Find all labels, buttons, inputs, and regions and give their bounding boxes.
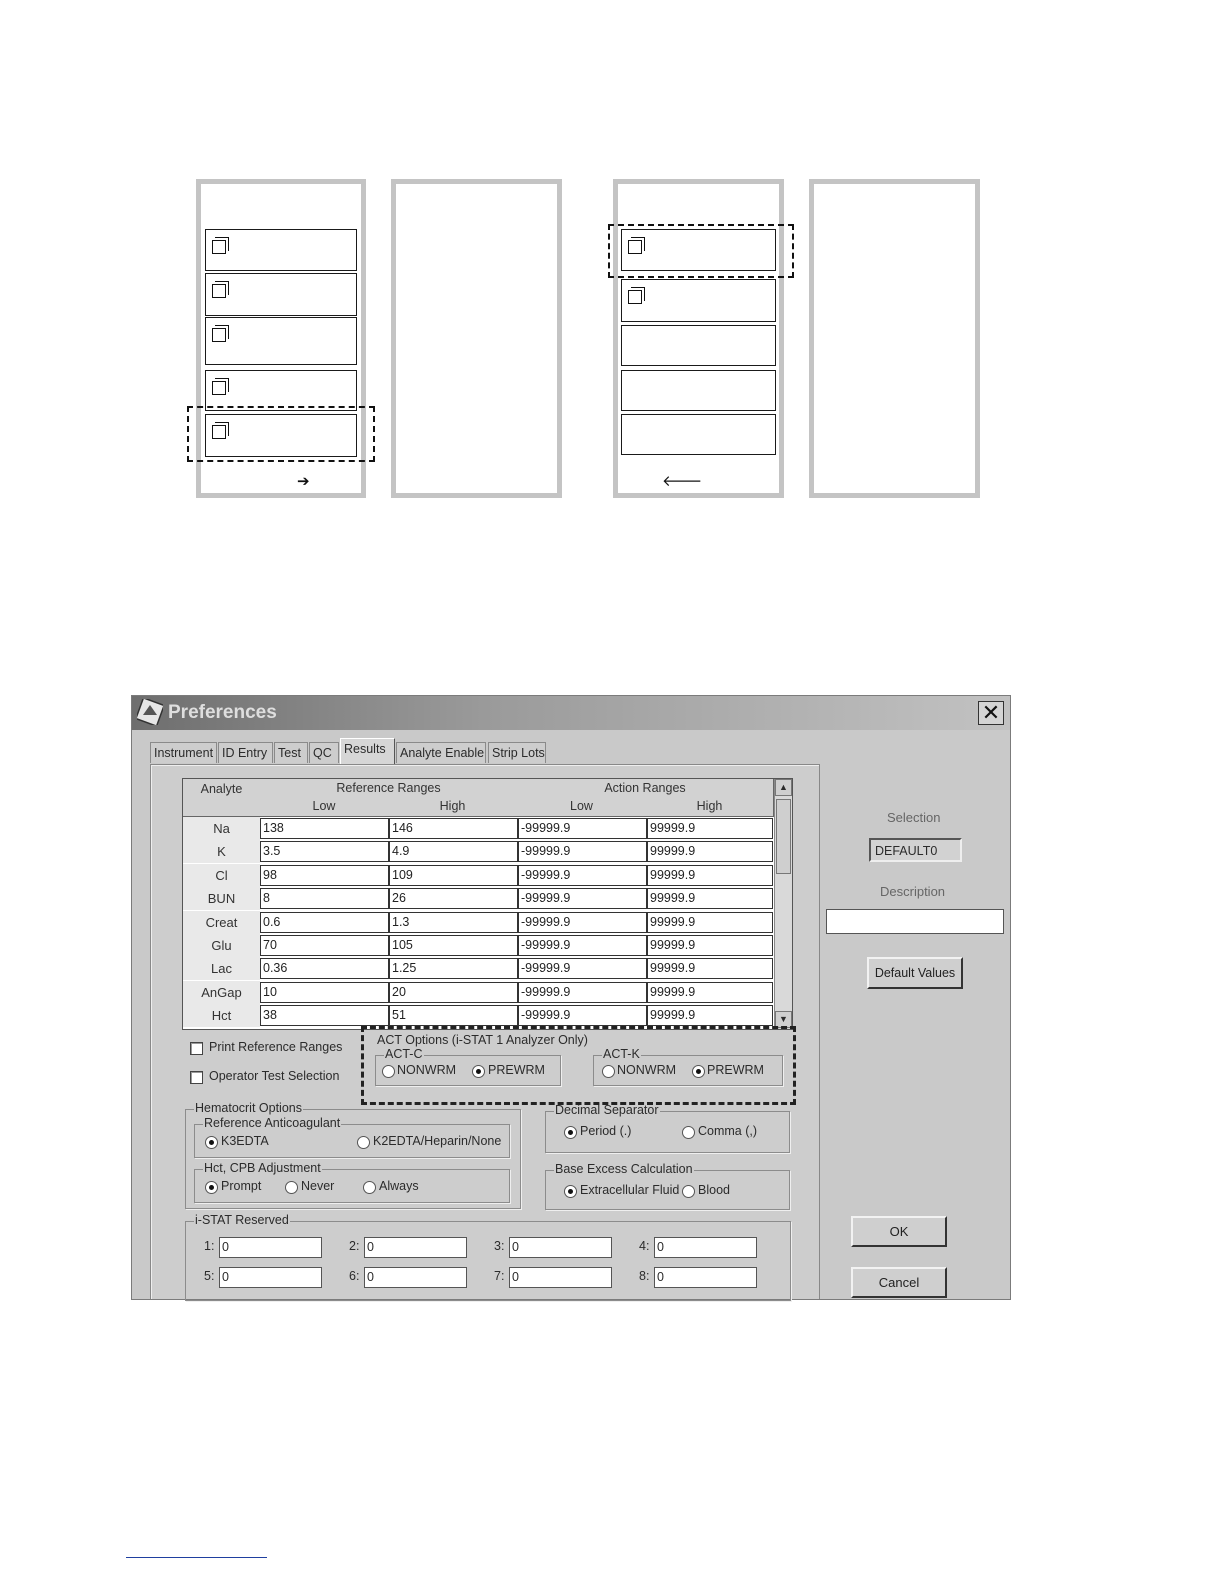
screen-panel-2 bbox=[391, 179, 562, 498]
analyte-column-header: Analyte bbox=[183, 779, 261, 817]
act-options-highlight bbox=[361, 1026, 796, 1105]
range-cell-ref-low[interactable]: 8 bbox=[260, 888, 389, 909]
hematocrit-options-label: Hematocrit Options bbox=[195, 1101, 302, 1115]
checkbox-icon bbox=[212, 284, 226, 298]
description-field[interactable] bbox=[826, 909, 1004, 934]
option-box-5 bbox=[621, 414, 776, 455]
reserved-label-1: 1: bbox=[204, 1239, 215, 1253]
range-cell-act-low[interactable]: -99999.9 bbox=[518, 818, 647, 839]
tab-instrument[interactable]: Instrument bbox=[150, 742, 217, 763]
screen-panel-4 bbox=[809, 179, 980, 498]
reserved-input-1[interactable]: 0 bbox=[219, 1237, 322, 1258]
range-cell-act-high[interactable]: 99999.9 bbox=[647, 865, 773, 886]
reserved-label-2: 2: bbox=[349, 1239, 360, 1253]
cpb-prompt-label: Prompt bbox=[221, 1179, 262, 1193]
option-box-3 bbox=[621, 325, 776, 366]
print-reference-ranges-label: Print Reference Ranges bbox=[209, 1040, 343, 1054]
tab-test[interactable]: Test bbox=[274, 742, 308, 763]
range-cell-ref-low[interactable]: 98 bbox=[260, 865, 389, 886]
reserved-input-6[interactable]: 0 bbox=[364, 1267, 467, 1288]
k3edta-radio[interactable] bbox=[205, 1136, 218, 1149]
cpb-never-radio[interactable] bbox=[285, 1181, 298, 1194]
reserved-label-3: 3: bbox=[494, 1239, 505, 1253]
cpb-prompt-radio[interactable] bbox=[205, 1181, 218, 1194]
range-cell-ref-low[interactable]: 0.36 bbox=[260, 958, 389, 979]
blood-label: Blood bbox=[698, 1183, 730, 1197]
print-reference-ranges-checkbox[interactable] bbox=[190, 1042, 203, 1055]
action-low-header: Low bbox=[517, 797, 647, 817]
action-ranges-header: Action Ranges bbox=[517, 779, 774, 798]
ranges-grid bbox=[182, 778, 793, 1030]
reference-ranges-header: Reference Ranges bbox=[260, 779, 518, 798]
tab-qc[interactable]: QC bbox=[309, 742, 339, 763]
range-cell-act-high[interactable]: 99999.9 bbox=[647, 935, 773, 956]
base-excess-group bbox=[545, 1162, 790, 1210]
option-box-4 bbox=[205, 370, 357, 411]
scroll-down-icon[interactable]: ▼ bbox=[775, 1011, 792, 1028]
analyte-name-cell: Lac bbox=[183, 957, 260, 980]
range-cell-act-low[interactable]: -99999.9 bbox=[518, 888, 647, 909]
act-k-label: ACT-K bbox=[603, 1047, 640, 1061]
analyte-name-cell: Glu bbox=[183, 934, 260, 957]
title-bar bbox=[132, 696, 1010, 730]
k2edta-heparin-none-radio[interactable] bbox=[357, 1136, 370, 1149]
analyte-name-cell: BUN bbox=[183, 887, 260, 910]
option-box-2 bbox=[205, 273, 357, 316]
range-cell-act-low[interactable]: -99999.9 bbox=[518, 958, 647, 979]
range-cell-act-high[interactable]: 99999.9 bbox=[647, 1005, 773, 1026]
act-c-label: ACT-C bbox=[385, 1047, 423, 1061]
reserved-label-6: 6: bbox=[349, 1269, 360, 1283]
hct-cpb-adjustment-label: Hct, CPB Adjustment bbox=[204, 1161, 321, 1175]
decimal-separator-label: Decimal Separator bbox=[555, 1103, 659, 1117]
range-cell-ref-high[interactable]: 1.25 bbox=[389, 958, 518, 979]
range-cell-act-high[interactable]: 99999.9 bbox=[647, 888, 773, 909]
reserved-input-8[interactable]: 0 bbox=[654, 1267, 757, 1288]
range-cell-act-high[interactable]: 99999.9 bbox=[647, 841, 773, 862]
checkbox-icon bbox=[212, 240, 226, 254]
blood-radio[interactable] bbox=[682, 1185, 695, 1198]
action-high-header: High bbox=[646, 797, 774, 817]
act-k-nonwrm-label: NONWRM bbox=[617, 1063, 677, 1077]
base-excess-label: Base Excess Calculation bbox=[555, 1162, 693, 1176]
option-box-3 bbox=[205, 317, 357, 365]
istat-reserved-label: i-STAT Reserved bbox=[195, 1213, 289, 1227]
k2edta-heparin-none-label: K2EDTA/Heparin/None bbox=[373, 1134, 502, 1148]
range-cell-ref-high[interactable]: 1.3 bbox=[389, 912, 518, 933]
reference-low-header: Low bbox=[260, 797, 389, 817]
checkbox-icon bbox=[212, 381, 226, 395]
reserved-input-2[interactable]: 0 bbox=[364, 1237, 467, 1258]
period-radio[interactable] bbox=[564, 1126, 577, 1139]
cancel-button[interactable]: Cancel bbox=[851, 1267, 947, 1298]
selection-field: DEFAULT0 bbox=[869, 838, 962, 862]
reserved-input-4[interactable]: 0 bbox=[654, 1237, 757, 1258]
tab-strip-lots[interactable]: Strip Lots bbox=[488, 742, 546, 763]
arrow-right-icon: ➔ bbox=[297, 473, 310, 490]
range-cell-act-high[interactable]: 99999.9 bbox=[647, 958, 773, 979]
footer-rule bbox=[126, 1557, 267, 1558]
highlight-dashed-box-2 bbox=[608, 224, 794, 278]
default-values-button[interactable]: Default Values bbox=[867, 957, 963, 989]
tab-id-entry[interactable]: ID Entry bbox=[218, 742, 273, 763]
cpb-always-radio[interactable] bbox=[363, 1181, 376, 1194]
tab-analyte-enable[interactable]: Analyte Enable bbox=[396, 742, 486, 763]
cpb-always-label: Always bbox=[379, 1179, 419, 1193]
preferences-dialog bbox=[131, 695, 1011, 1300]
analyte-name-cell: Creat bbox=[183, 911, 260, 934]
range-cell-ref-low[interactable]: 10 bbox=[260, 982, 389, 1003]
hct-cpb-adjustment-group bbox=[194, 1161, 510, 1203]
act-k-prewrm-label: PREWRM bbox=[707, 1063, 764, 1077]
selection-label: Selection bbox=[887, 810, 941, 825]
scroll-thumb[interactable] bbox=[776, 799, 791, 874]
reserved-label-7: 7: bbox=[494, 1269, 505, 1283]
analyte-name-cell: AnGap bbox=[183, 981, 260, 1004]
close-icon[interactable]: ✕ bbox=[978, 701, 1004, 725]
reserved-input-7[interactable]: 0 bbox=[509, 1267, 612, 1288]
scroll-up-icon[interactable]: ▲ bbox=[775, 779, 792, 796]
range-cell-ref-high[interactable]: 20 bbox=[389, 982, 518, 1003]
reference-anticoagulant-group bbox=[194, 1116, 510, 1158]
act-c-nonwrm-label: NONWRM bbox=[397, 1063, 457, 1077]
range-cell-act-low[interactable]: -99999.9 bbox=[518, 841, 647, 862]
analyte-name-cell: Hct bbox=[183, 1004, 260, 1027]
tab-results[interactable]: Results bbox=[340, 738, 395, 764]
range-cell-ref-low[interactable]: 70 bbox=[260, 935, 389, 956]
range-cell-ref-low[interactable]: 138 bbox=[260, 818, 389, 839]
operator-test-selection-label: Operator Test Selection bbox=[209, 1069, 340, 1083]
extracellular-fluid-label: Extracellular Fluid bbox=[580, 1183, 680, 1197]
range-cell-act-high[interactable]: 99999.9 bbox=[647, 818, 773, 839]
grid-vertical-scrollbar[interactable] bbox=[774, 779, 792, 1029]
extracellular-fluid-radio[interactable] bbox=[564, 1185, 577, 1198]
checkbox-icon bbox=[212, 328, 226, 342]
ok-button[interactable]: OK bbox=[851, 1216, 947, 1247]
option-box-2 bbox=[621, 279, 776, 322]
range-cell-ref-low[interactable]: 38 bbox=[260, 1005, 389, 1026]
range-cell-act-low[interactable]: -99999.9 bbox=[518, 1005, 647, 1026]
reference-high-header: High bbox=[388, 797, 518, 817]
cpb-never-label: Never bbox=[301, 1179, 335, 1193]
decimal-separator-group bbox=[545, 1103, 790, 1153]
range-cell-ref-high[interactable]: 146 bbox=[389, 818, 518, 839]
range-cell-act-low[interactable]: -99999.9 bbox=[518, 982, 647, 1003]
analyte-name-cell: Na bbox=[183, 817, 260, 840]
reference-anticoagulant-label: Reference Anticoagulant bbox=[204, 1116, 341, 1130]
range-cell-ref-high[interactable]: 109 bbox=[389, 865, 518, 886]
period-label: Period (.) bbox=[580, 1124, 632, 1138]
range-cell-act-low[interactable]: -99999.9 bbox=[518, 865, 647, 886]
dialog-title: Preferences bbox=[168, 702, 277, 723]
range-cell-act-low[interactable]: -99999.9 bbox=[518, 935, 647, 956]
istat-reserved-group bbox=[185, 1213, 791, 1301]
arrow-left-icon: 🡐 bbox=[662, 473, 703, 490]
range-cell-ref-high[interactable]: 105 bbox=[389, 935, 518, 956]
k3edta-label: K3EDTA bbox=[221, 1134, 269, 1148]
comma-radio[interactable] bbox=[682, 1126, 695, 1139]
analyte-name-cell: Cl bbox=[183, 864, 260, 887]
range-cell-ref-high[interactable]: 51 bbox=[389, 1005, 518, 1026]
range-cell-ref-high[interactable]: 26 bbox=[389, 888, 518, 909]
app-icon bbox=[137, 699, 163, 725]
reserved-input-3[interactable]: 0 bbox=[509, 1237, 612, 1258]
option-box-1 bbox=[205, 229, 357, 271]
range-cell-ref-high[interactable]: 4.9 bbox=[389, 841, 518, 862]
reserved-input-5[interactable]: 0 bbox=[219, 1267, 322, 1288]
analyte-name-cell: K bbox=[183, 840, 260, 863]
option-box-4 bbox=[621, 370, 776, 411]
reserved-label-5: 5: bbox=[204, 1269, 215, 1283]
description-label: Description bbox=[880, 884, 946, 899]
reserved-label-4: 4: bbox=[639, 1239, 650, 1253]
highlight-dashed-box-1 bbox=[187, 406, 375, 462]
range-cell-act-high[interactable]: 99999.9 bbox=[647, 912, 773, 933]
act-options-label: ACT Options (i-STAT 1 Analyzer Only) bbox=[377, 1033, 588, 1047]
range-cell-ref-low[interactable]: 3.5 bbox=[260, 841, 389, 862]
range-cell-act-low[interactable]: -99999.9 bbox=[518, 912, 647, 933]
comma-label: Comma (,) bbox=[698, 1124, 758, 1138]
checkbox-icon bbox=[628, 290, 642, 304]
reserved-label-8: 8: bbox=[639, 1269, 650, 1283]
range-cell-act-high[interactable]: 99999.9 bbox=[647, 982, 773, 1003]
operator-test-selection-checkbox[interactable] bbox=[190, 1071, 203, 1084]
hematocrit-options-group bbox=[185, 1101, 521, 1209]
range-cell-ref-low[interactable]: 0.6 bbox=[260, 912, 389, 933]
act-c-prewrm-label: PREWRM bbox=[488, 1063, 545, 1077]
